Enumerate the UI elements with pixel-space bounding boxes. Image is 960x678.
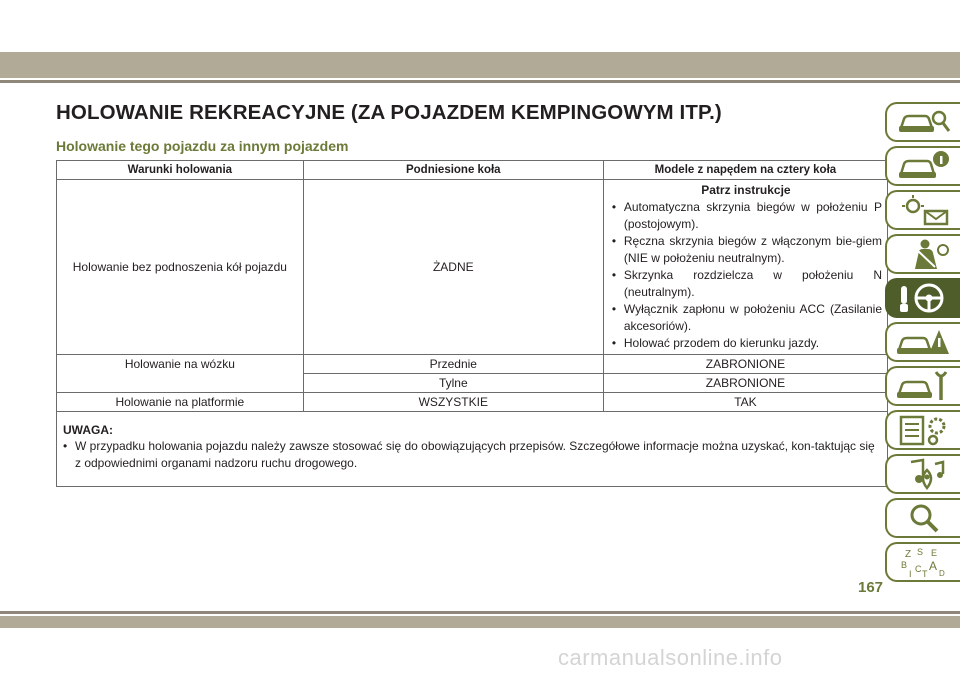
instructions-cell [603,180,887,355]
tab-index[interactable] [885,542,960,582]
condition-flatbed: Holowanie na platformie [57,393,304,412]
section-subtitle: Holowanie tego pojazdu za innym pojazdem [56,138,349,154]
svg-text:D: D [939,569,945,578]
list-item: • Skrzynka rozdzielcza w położeniu N (neutralnym). [610,267,882,301]
header-conditions: Warunki holowania [57,161,304,180]
condition-flat-tow: Holowanie bez podnoszenia kół pojazdu [57,180,304,355]
svg-text:E: E [931,548,938,558]
page-title: HOLOWANIE REKREACYJNE (ZA POJAZDEM KEMPINGOWYM ITP.) [56,101,722,124]
svg-text:T: T [922,569,928,578]
tab-emergency[interactable] [885,322,960,362]
value-front: ZABRONIONE [603,355,887,374]
warning-light-envelope-icon [895,194,951,226]
tab-technical-specs[interactable] [885,410,960,450]
note-cell [57,412,888,487]
search-icon [895,502,951,534]
instructions-title: Patrz instrukcje [701,183,791,197]
svg-text:Z: Z [905,549,912,560]
list-item: • Automatyczna skrzynia biegów w położeniu P (postojowym). [610,199,882,233]
table-row [57,393,888,412]
header-band [0,52,960,78]
tab-car-magnifier[interactable] [885,102,960,142]
note-title: UWAGA: [63,423,113,437]
wheels-none: ŻADNE [303,180,603,355]
tab-servicing[interactable] [885,366,960,406]
table-row [57,180,888,355]
car-wrench-icon [895,370,951,402]
instructions-list [610,199,882,352]
car-info-icon [895,150,951,182]
svg-text:I: I [909,569,912,578]
tab-search[interactable] [885,498,960,538]
table-row [57,355,888,374]
tab-multimedia[interactable] [885,454,960,494]
wheels-front: Przednie [303,355,603,374]
tab-seatbelt-airbag[interactable] [885,234,960,274]
footer-band [0,616,960,628]
table-header-row [57,161,888,180]
svg-text:S: S [917,547,924,557]
note-text: • W przypadku holowania pojazdu należy zawsze stosować się do obowiązujących przepisów. Szczegółowe informacje można uzyskać, kon-taktując się z odpowiednimi organami nadzoru ruchu drogowego. [63,438,881,472]
towing-table [56,160,888,487]
wheels-all: WSZYSTKIE [303,393,603,412]
car-warning-triangle-icon [895,326,951,358]
footer-rule [0,611,960,614]
tab-warning-lights[interactable] [885,190,960,230]
list-item: • Holować przodem do kierunku jazdy. [610,335,882,352]
tab-car-info[interactable] [885,146,960,186]
list-item: • Wyłącznik zapłonu w położeniu ACC (Zasilanie akcesoriów). [610,301,882,335]
value-rear: ZABRONIONE [603,374,887,393]
page-number: 167 [858,579,884,596]
wheels-rear: Tylne [303,374,603,393]
watermark: carmanualsonline.info [558,645,783,670]
seatbelt-airbag-icon [895,238,951,270]
car-magnifier-icon [895,106,951,138]
alphabet-index-icon [895,546,951,578]
header-raised-wheels: Podniesione koła [303,161,603,180]
svg-text:A: A [929,559,938,573]
tab-starting-driving[interactable] [885,278,960,318]
music-navigation-icon [895,458,951,490]
value-yes: TAK [603,393,887,412]
svg-text:B: B [901,560,908,570]
header-rule [0,80,960,83]
table-note-row [57,412,888,487]
svg-text:C: C [915,564,922,574]
condition-dolly-tow: Holowanie na wózku [57,355,304,393]
list-item: • Ręczna skrzynia biegów z włączonym bie-giem (NIE w położeniu neutralnym). [610,233,882,267]
steering-wheel-key-icon [895,282,951,314]
list-gears-icon [895,414,951,446]
header-4wd-models: Modele z napędem na cztery koła [603,161,887,180]
